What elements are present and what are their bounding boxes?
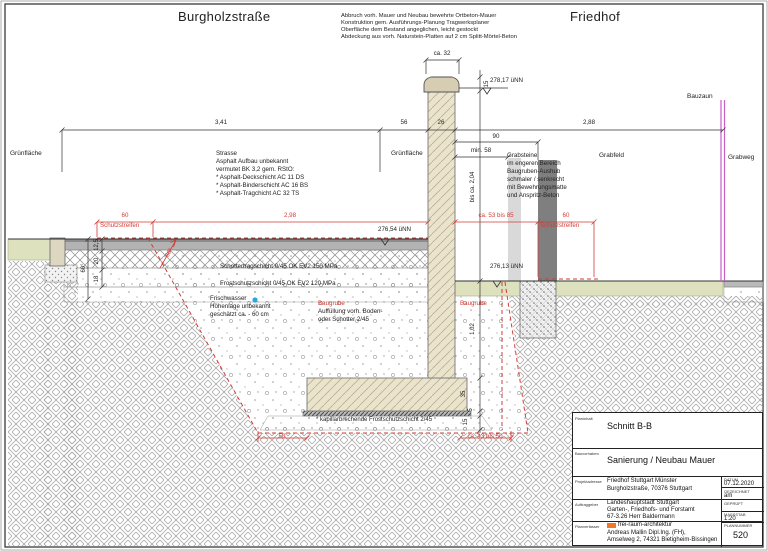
label-strasse-1: Strasse [216, 150, 237, 157]
dim-ca-32: ca. 32 [433, 50, 451, 57]
dim-18: 18 [93, 275, 100, 283]
label-bauzaun: Bauzaun [687, 93, 713, 100]
natural-stone-cap [424, 77, 459, 92]
planverfasser-line: frei-raum-architektur [618, 522, 673, 528]
label-schutzstreifen-right: Schutzstreifen [540, 222, 580, 229]
gruenflaeche-strip-left [8, 239, 51, 260]
label-grabsteine-3: Baugruben-Aushub [507, 168, 561, 175]
label-grabsteine-5: mit Bewehrungsmatte [507, 184, 567, 191]
dim-26: 26 [437, 119, 445, 126]
gravestone-light [508, 158, 521, 281]
planinhalt-value: Schnitt B-B [607, 421, 653, 431]
dim-12-5: 12,5 [93, 239, 100, 251]
tb-divider [573, 448, 762, 449]
gezeichnet-value: am [724, 493, 733, 499]
label-kapillar: * kapillarbrechende Frostschutzschicht 2/45 [316, 417, 433, 423]
projektadresse-line: Friedhof Stuttgart Münster [607, 478, 677, 484]
label-frostschutzschicht: Frostschutzschicht 0/45 OK EV2 120 MPa [220, 280, 336, 287]
architect-logo [607, 523, 616, 528]
curb-bedding [45, 265, 77, 282]
label-grabsteine-6: und Anspritz-Beton [507, 192, 560, 199]
level-276-54: 276,54 üNN [378, 226, 412, 233]
title-burgholzstrasse: Burgholzstraße [178, 9, 271, 24]
massstab-value: 1:20 [724, 516, 736, 522]
sauberkeitsschicht [303, 411, 471, 416]
plannummer-value: 520 [733, 530, 749, 540]
geprueft-label: GEPRÜFT [724, 501, 744, 506]
dim-53-85: ca. 53 bis 85 [478, 212, 514, 219]
dim-60-deg-slope: 60° [163, 246, 175, 259]
note-line-2: Konstruktion gem. Ausführungs-Planung Tragwerksplaner [341, 20, 490, 26]
projektadresse-line: Burgholzstraße, 70376 Stuttgart [607, 486, 693, 492]
dim-56: 56 [400, 119, 408, 126]
auftraggeber-line: Landeshauptstadt Stuttgart [607, 500, 680, 506]
label-gruenflaeche-mid: Grünfläche [391, 150, 423, 157]
kapillar-layer [260, 416, 492, 430]
planverfasser-line: Andreas Mallin Dipl.Ing. (FH), [607, 530, 686, 536]
planverfasser-label: Planverfasser [575, 524, 600, 529]
label-baugrube-right: Baugrube [460, 300, 487, 307]
title-block [572, 412, 763, 546]
frischwasser-pipe [252, 297, 257, 302]
auftraggeber-line: Garten-, Friedhofs- und Forstamt [607, 507, 695, 513]
road-layers [64, 239, 428, 302]
label-gruenflaeche-left: Grünfläche [10, 150, 42, 157]
note-line-1: Abbruch vorh. Mauer und Neubau bewehrte Ortbeton-Mauer [341, 13, 497, 19]
bauvorhaben-label: Bauvorhaben [575, 451, 599, 456]
dim-15-cap: 15 [483, 80, 490, 88]
dim-2-98: 2,98 [283, 212, 297, 219]
label-grabsteine-4: schmaler / senkrecht [507, 176, 565, 183]
projektadresse-label: Projektadresse [575, 479, 602, 484]
auftraggeber-label: Auftraggeber [575, 502, 599, 507]
label-frischwasser-1: Frischwasser [210, 295, 247, 302]
auftraggeber-line: 67-3.26 Herr Baldermann [607, 514, 675, 520]
frostschutz-layer-2 [64, 287, 428, 302]
label-frischwasser-2: Höhenlage unbekannt [210, 303, 271, 310]
planverfasser-line: Amselweg 2, 74321 Bietigheim-Bissingen [607, 537, 718, 543]
label-strasse-2: Asphalt Aufbau unbekannt [216, 158, 289, 165]
dim-50: 50 [278, 433, 286, 440]
label-auffuellung-1: Auffüllung vorh. Boden- [318, 308, 383, 315]
label-frischwasser-3: geschätzt ca. - 60 cm [210, 311, 269, 318]
label-schottertragschicht: Schottertragschicht 0/45 OK EV2 150 MPa [220, 263, 338, 270]
label-grabsteine-2: im engeren Bereich [507, 160, 561, 167]
dim-90: 90 [492, 133, 500, 140]
gezeichnet-label: GEZEICHNET [724, 489, 750, 494]
label-strasse-4: * Asphalt-Deckschicht AC 11 DS [216, 174, 305, 181]
note-line-4: Abdeckung aus vorh. Naturstein-Platten auf 2 cm Splitt-Mörtel-Beton [341, 34, 517, 40]
datum-value: 07.12.2020 [724, 481, 755, 487]
plannummer-label: PLANNUMMER [724, 523, 753, 528]
dim-15-bottom: 15 [462, 418, 469, 426]
label-strasse-6: * Asphalt-Tragchicht AC 32 TS [216, 190, 300, 197]
dim-bis-ca-2-04: bis ca. 2,04 [469, 171, 476, 203]
massstab-label: MASSSTAB [724, 512, 746, 517]
label-schutzstreifen-left: Schutzstreifen [100, 222, 140, 229]
dim-min-58: min. 58 [470, 147, 492, 154]
wall-stem [428, 92, 455, 378]
label-grabfeld: Grabfeld [599, 152, 624, 159]
tb-divider [721, 487, 764, 488]
note-line-3: Oberfläche dem Bestand angeglichen, leicht gestockt [341, 27, 478, 33]
level-278-17: 278,17 üNN [490, 77, 524, 84]
dim-43-50: ca. 43 bis 50 [467, 433, 503, 440]
dim-2-88: 2,88 [582, 119, 596, 126]
gruenflaeche-strip-right [455, 281, 723, 296]
label-auffuellung-2: oder Schotter 2/45 [318, 316, 369, 323]
label-grabweg: Grabweg [728, 154, 755, 161]
dim-60-deg-left: 60° [80, 263, 87, 273]
foundation-block [307, 378, 467, 411]
bauvorhaben-value: Sanierung / Neubau Mauer [607, 455, 716, 465]
label-strasse-3: vermutet BK 3,2 gem. RStO: [216, 166, 295, 173]
gravestone-dark [538, 160, 557, 281]
label-baugrube-left: Baugrube [318, 300, 345, 307]
gravestone-footing [520, 281, 556, 338]
dim-1-02: 1,02 [469, 323, 476, 335]
datum-label: DATUM [724, 477, 738, 482]
schottertragschicht-layer [64, 250, 428, 268]
dim-5: 5 [467, 408, 474, 412]
frostschutz-layer-1 [64, 268, 428, 287]
grabweg-surface [724, 281, 763, 287]
label-strasse-5: * Asphalt-Binderschicht AC 16 BS [216, 182, 309, 189]
planinhalt-label: Planinhalt [575, 416, 593, 421]
curb-stone [50, 238, 65, 266]
dim-60-schutz-left: 60 [121, 212, 129, 219]
dim-3-41: 3,41 [214, 119, 228, 126]
grabweg-base [724, 287, 763, 302]
dim-35: 35 [460, 390, 467, 398]
label-grabsteine-1: Grabsteine [507, 152, 538, 159]
level-276-13: 276,13 üNN [490, 263, 524, 270]
ortbeton-wall [424, 77, 459, 378]
dim-60-schutz-right: 60 [562, 212, 570, 219]
title-friedhof: Friedhof [570, 9, 621, 24]
dim-20: 20 [93, 257, 100, 265]
